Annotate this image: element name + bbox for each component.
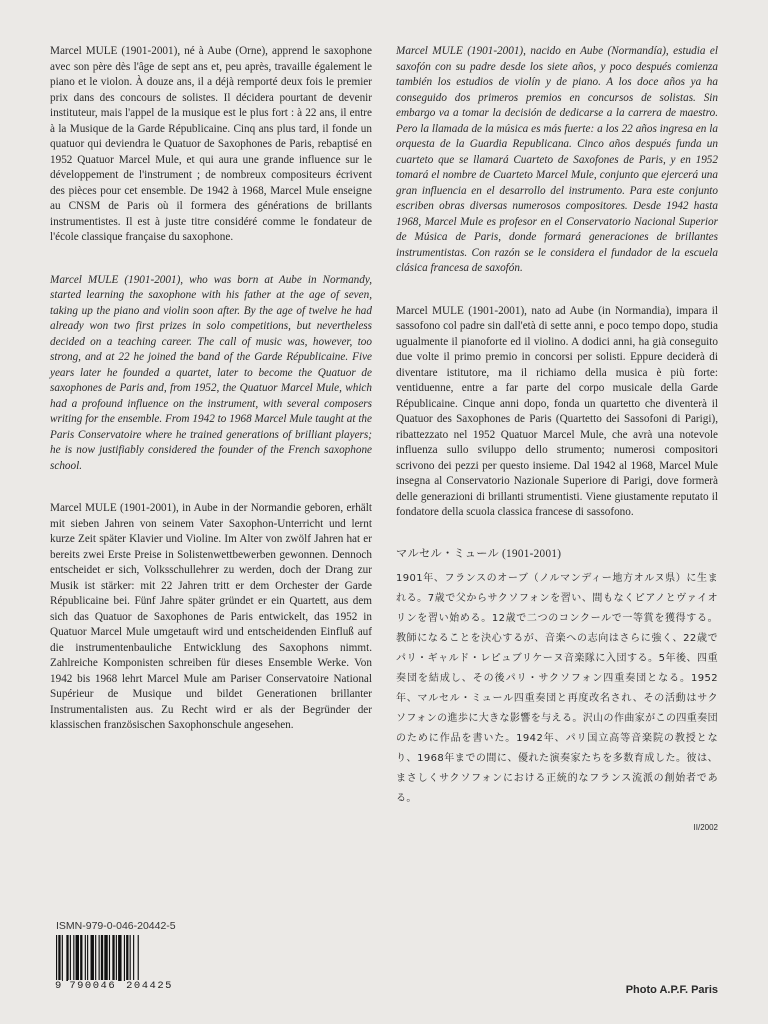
- barcode-digit-group-1: 790046: [69, 980, 117, 992]
- barcode-lead-digit: 9: [55, 980, 62, 992]
- ismn-number: ISMN-979-0-046-20442-5: [56, 920, 176, 932]
- paragraph-japanese: 1901年、フランスのオーブ（ノルマンディー地方オルヌ県）に生まれる。7歳で父からサクソフォンを習い、間もなくピアノとヴァイオリンを習い始める。12歳で二つのコンクールで一等賞を獲得する。教師になることを決心するが、音楽への志向はさらに強く、22歳でパリ・ギャルド・レピュブリケーヌ音楽隊に入団する。5年後、四重奏団を結成し、その後パリ・サクソフォン四重奏団となる。1952年、マルセル・ミュール四重奏団と再度改名され、その活動はサクソフォンの進歩に大きな影響を与える。沢山の作曲家がこの四重奏団のために作品を書いた。1942年、パリ国立高等音楽院の教授となり、1968年までの間に、優れた演奏家たちを多数育成した。彼は、まさしくサクソフォンにおける正統的なフランス流派の創始者である。: [396, 572, 718, 804]
- barcode-digit-group-2: 204425: [126, 980, 173, 992]
- right-column: [396, 44, 718, 832]
- japanese-title: マルセル・ミュール (1901-2001): [396, 547, 562, 560]
- barcode-bars: [54, 935, 178, 981]
- paragraph-italian: Marcel MULE (1901-2001), nato ad Aube (in Normandia), impara il sassofono col padre sin dall'età di sette anni, e poco tempo dopo, studia ugualmente il pianoforte ed il violino. A dodici anni, ha già conseguito due volte il primo premio in concorsi per solisti. Eppure deciderà di diventare istitutore, ma il richiamo della musica è più forte: ventiduenne, entre a far parte del corpo musicale della Garde Républicaine. Cinque anni dopo, fonda un quartetto che diventerà il Quatuor des Saxophones de Paris (Quartetto dei Sassofoni di Parigi), ribattezzato nel 1952 Quatuor Marcel Mule, che avrà una notevole influenza sullo sviluppo dello strumento; numerosi compositori scrivono dei pezzi per questo insieme. Dal 1942 al 1968, Marcel Mule insegna al Conservatorio Nazionale Superiore di Parigi, dove formerà delle generazioni di brillanti strumentisti. Viene giustamente reputato il fondatore della scuola classica francese di sassofono.: [396, 304, 718, 518]
- paragraph-german: Marcel MULE (1901-2001), in Aube in der Normandie geboren, erhält mit sieben Jahren von seinem Vater Saxophon-Unterricht und lernt kurze Zeit später Klavier und Violine. Im Alter von zwölf Jahren hat er bereits zwei Erste Preise in Solistenwettbewerben gewonnen. Dennoch entscheidet er sich, Volksschullehrer zu werden, doch der Drang zur Musik ist stärker: mit 22 Jahren tritt er dem Orchester der Garde Républicaine bei. Fünf Jahre später gründet er ein Quartett, aus dem sich das Quatuor de Saxophones de Paris entwickelt, das 1952 in Quatuor Marcel Mule umgetauft wird und entscheidenden Einfluß auf die instrumentenbauliche Entwicklung des Saxophons nimmt. Zahlreiche Komponisten schreiben für dieses Ensemble Werke. Von 1942 bis 1968 lehrt Marcel Mule am Pariser Conservatoire National Supérieur de Musique und bildet Generationen brillanter Instrumentalisten aus. Zu Recht wird er als der Begründer der klassischen französischen Saxophonschule angesehen.: [50, 502, 372, 731]
- date-code: II/2002: [693, 822, 718, 832]
- left-column: [50, 44, 372, 734]
- paragraph-spanish: Marcel MULE (1901-2001), nacido en Aube (Normandía), estudia el saxofón con su padre desde los siete años, y poco después comienza también los estudios de violín y de piano. A los doce años ya ha conseguido dos primeros premios en concursos de solistas. Sin embargo va a tomar la decisión de dedicarse a la carrera de maestro. Pero la llamada de la música es más fuerte: a los 22 años ingresa en la orquesta de la Guardia Republicana. Cinco años después funda un cuarteto que se llamará Cuarteto de Saxofones de Paris, y en 1952 tomará el nombre de Cuarteto Marcel Mule, conjunto que ejercerá una gran influencia en el desarrollo del instrumento. Para este conjunto escriben obras diversas numerosos compositores. Desde 1942 hasta 1968, Marcel Mule es profesor en el Conservatorio Nacional Superior de Música de Paris, donde formará generaciones de brillantes instrumentistas. Con razón se le considera el fundador de la escuela clásica francesa de saxofón.: [396, 45, 718, 274]
- barcode-digits: [54, 979, 178, 993]
- photo-credit: Photo A.P.F. Paris: [625, 984, 718, 996]
- paragraph-english: Marcel MULE (1901-2001), who was born at Aube in Normandy, started learning the saxophone with his father at the age of seven, taking up the piano and violin soon after. By the age of twelve he had already won two first prizes in solo competitions, but nevertheless decided on a teaching career. The call of music was, however, too strong, and at 22 he joined the band of the Garde Républicaine. Five years later he founded a quartet, later to become the Quatuor de saxophones de Paris and, from 1952, the Quatuor Marcel Mule, which had a profound influence on the instrument, with several composers writing for the ensemble. From 1942 to 1968 Marcel Mule taught at the Paris Conservatoire where he trained generations of brilliant players; he is now justifiably considered the founder of the French saxophone school.: [50, 273, 372, 472]
- paragraph-french: Marcel MULE (1901-2001), né à Aube (Orne), apprend le saxophone avec son père dès l'âge de sept ans et, peu après, travaille également le piano et le violon. À douze ans, il a déjà remporté deux fois le premier prix dans des concours de solistes. Il décidera pourtant de devenir instituteur, mais l'appel de la musique est le plus fort : à 22 ans, il entre à la Musique de la Garde Républicaine. Cinq ans plus tard, il fonde un quatuor qui deviendra le Quatuor de Saxophones de Paris, rebaptisé en 1952 Quatuor Marcel Mule, et qui aura une grande influence sur le développement de l'instrument ; de nombreux compositeurs écrivent des pièces pour cet ensemble. De 1942 à 1968, Marcel Mule enseigne au CNSM de Paris où il formera des générations de brillants instrumentistes. Il est à juste titre considéré comme le fondateur de l'école classique française du saxophone.: [50, 45, 372, 243]
